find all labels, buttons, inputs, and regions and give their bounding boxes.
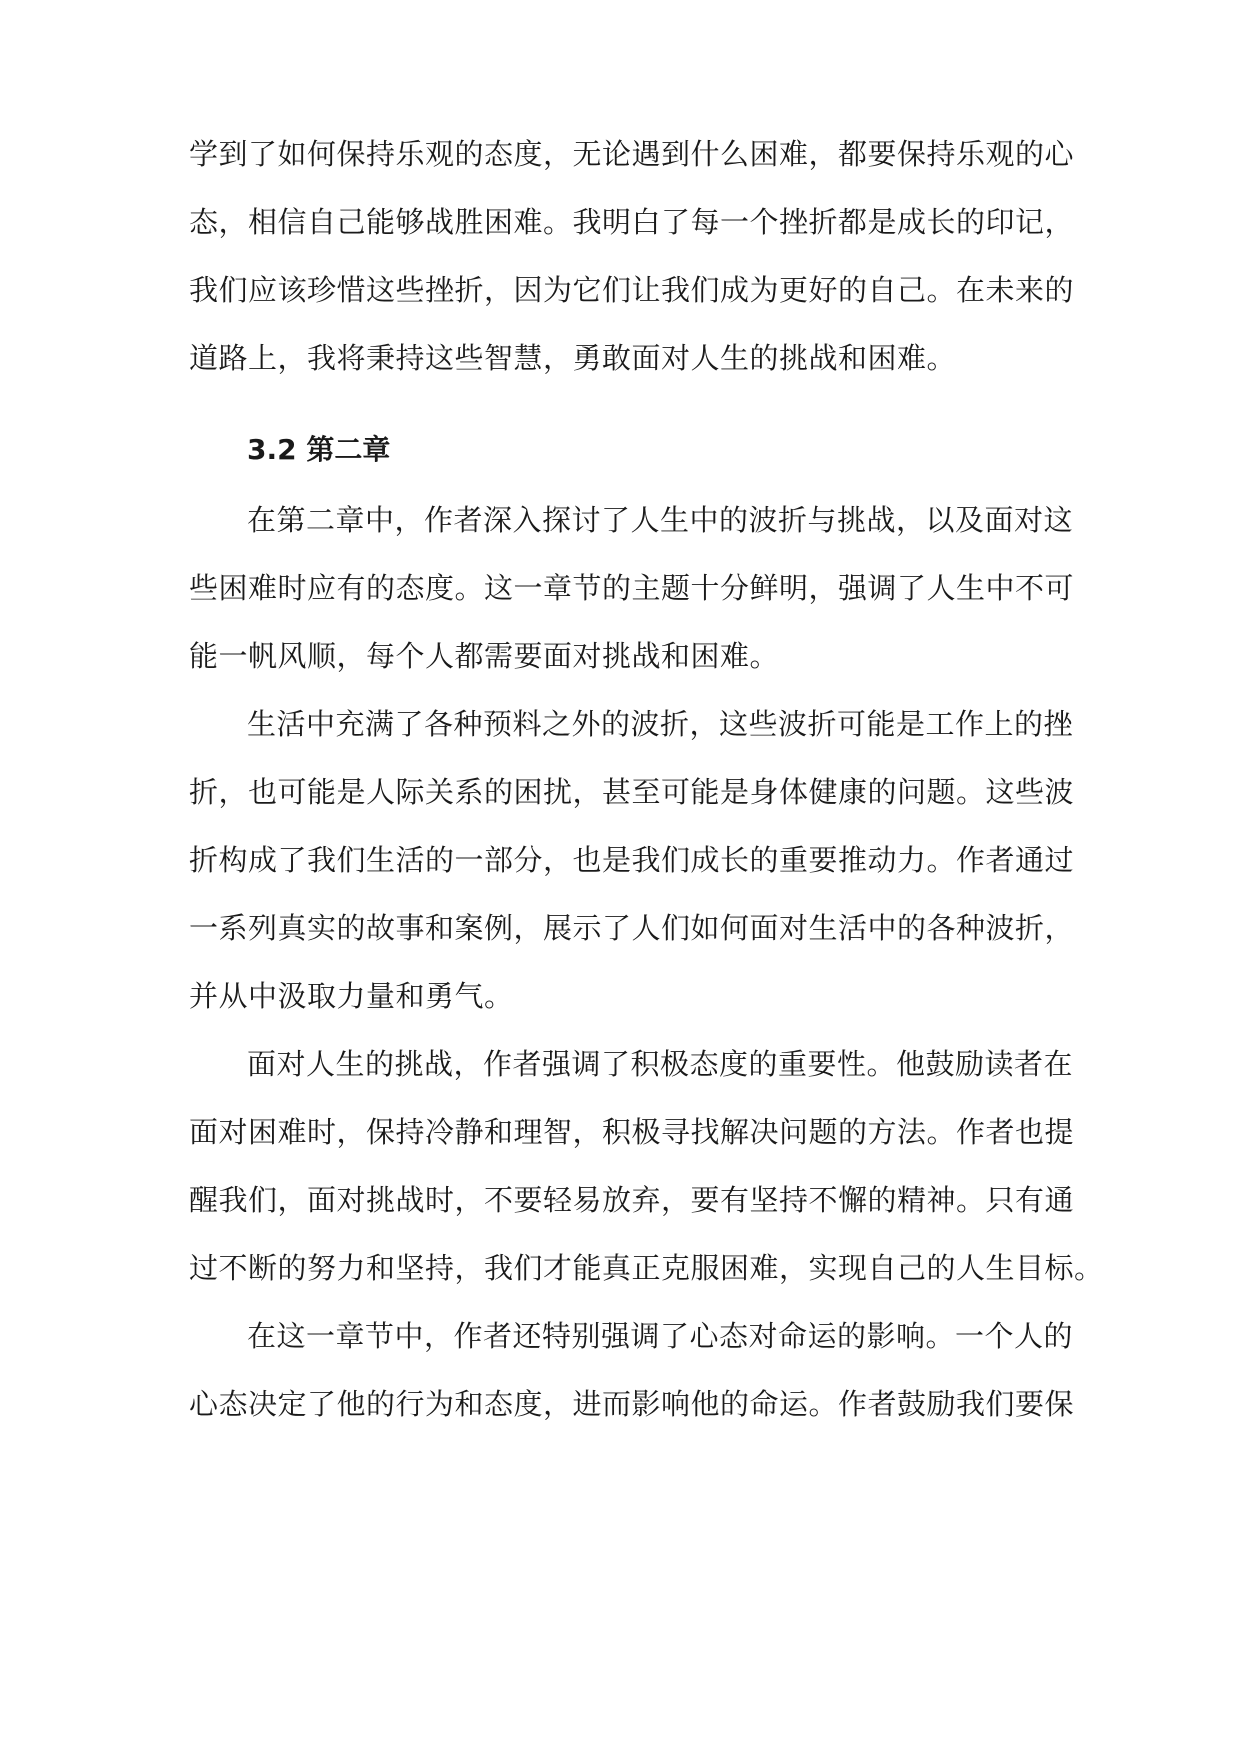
paragraph-3-line-1: 面对人生的挑战，作者强调了积极态度的重要性。他鼓励读者在: [247, 1047, 1074, 1081]
paragraph-2-line-4: 一系列真实的故事和案例，展示了人们如何面对生活中的各种波折，: [189, 911, 1075, 945]
paragraph-3-line-3: 醒我们，面对挑战时，不要轻易放弃，要有坚持不懈的精神。只有通: [189, 1183, 1075, 1217]
paragraph-4-line-1: 在这一章节中，作者还特别强调了心态对命运的影响。一个人的: [247, 1319, 1074, 1353]
intro-line-1: 学到了如何保持乐观的态度，无论遇到什么困难，都要保持乐观的心: [189, 137, 1075, 171]
intro-line-4: 道路上，我将秉持这些智慧，勇敢面对人生的挑战和困难。: [189, 341, 957, 375]
paragraph-3-line-2: 面对困难时，保持冷静和理智，积极寻找解决问题的方法。作者也提: [189, 1115, 1075, 1149]
paragraph-2-line-1: 生活中充满了各种预料之外的波折，这些波折可能是工作上的挫: [247, 707, 1074, 741]
paragraph-3-line-4: 过不断的努力和坚持，我们才能真正克服困难，实现自己的人生目标。: [189, 1251, 1104, 1285]
paragraph-2-line-5: 并从中汲取力量和勇气。: [189, 979, 514, 1013]
intro-line-2: 态，相信自己能够战胜困难。我明白了每一个挫折都是成长的印记，: [189, 205, 1075, 239]
paragraph-4-line-2: 心态决定了他的行为和态度，进而影响他的命运。作者鼓励我们要保: [189, 1387, 1075, 1421]
intro-line-3: 我们应该珍惜这些挫折，因为它们让我们成为更好的自己。在未来的: [189, 273, 1075, 307]
paragraph-1-line-1: 在第二章中，作者深入探讨了人生中的波折与挑战，以及面对这: [247, 503, 1074, 537]
paragraph-1-line-2: 些困难时应有的态度。这一章节的主题十分鲜明，强调了人生中不可: [189, 571, 1075, 605]
section-heading: 3.2 第二章: [247, 433, 391, 466]
paragraph-1-line-3: 能一帆风顺，每个人都需要面对挑战和困难。: [189, 639, 780, 673]
paragraph-2-line-2: 折，也可能是人际关系的困扰，甚至可能是身体健康的问题。这些波: [189, 775, 1075, 809]
paragraph-2-line-3: 折构成了我们生活的一部分，也是我们成长的重要推动力。作者通过: [189, 843, 1075, 877]
